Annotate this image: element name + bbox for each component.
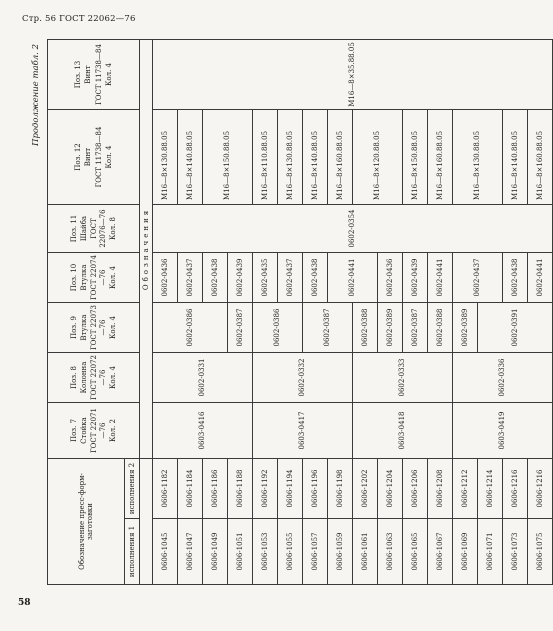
cell-isp2: 0606-1182 (153, 459, 178, 519)
cell-screw-12: M16—8×160.88.05 (528, 110, 553, 205)
cell-bush-10: 0602-0435 (253, 253, 278, 303)
cell-screw-12: M16—8×150.88.05 (203, 110, 253, 205)
page-number: 58 (18, 598, 31, 608)
cell-washer: 0602-0354 (153, 205, 553, 253)
cell-isp2: 0606-1184 (178, 459, 203, 519)
continuation-title: Продолжение табл. 2 (31, 44, 41, 146)
cell-screw-12: M16—8×130.88.05 (153, 110, 178, 205)
cell-isp1: 0606-1063 (378, 519, 403, 585)
band-designations: Обозначения (140, 40, 153, 459)
cell-bush-9: 0602-0386 (153, 303, 228, 353)
header-isp1: исполнения 1 (125, 519, 140, 585)
cell-isp2: 0606-1196 (303, 459, 328, 519)
cell-column: 0602-0331 (153, 353, 253, 403)
cell-bush-10: 0602-0438 (203, 253, 228, 303)
cell-isp2: 0606-1194 (278, 459, 303, 519)
cell-bush-10: 0602-0438 (303, 253, 328, 303)
cell-isp1: 0606-1065 (403, 519, 428, 585)
cell-isp1: 0606-1051 (228, 519, 253, 585)
table-row (253, 40, 278, 585)
cell-isp1: 0606-1053 (253, 519, 278, 585)
header-col11: Поз. 11 Шайба ГОСТ 22076—76 Кол. 8 (48, 205, 140, 253)
cell-isp2: 0606-1214 (478, 459, 503, 519)
cell-bush-10: 0602-0441 (428, 253, 453, 303)
cell-bush-9: 0602-0387 (228, 303, 253, 353)
cell-isp2: 0606-1186 (203, 459, 228, 519)
header-col9: Поз. 9 Втулка ГОСТ 22073—76 Кол. 4 (48, 303, 140, 353)
cell-bush-10: 0602-0436 (378, 253, 403, 303)
cell-isp1: 0606-1045 (153, 519, 178, 585)
cell-isp1: 0606-1067 (428, 519, 453, 585)
cell-isp2: 0606-1204 (378, 459, 403, 519)
header-col13: Поз. 13 Винт ГОСТ 11738—84 Кол. 4 (48, 40, 140, 110)
cell-stand: 0603-0418 (353, 403, 453, 459)
cell-bush-9: 0602-0389 (378, 303, 403, 353)
cell-bush-9: 0602-0387 (303, 303, 353, 353)
cell-screw-12: M16—8×150.88.05 (403, 110, 428, 205)
cell-isp1: 0606-1061 (353, 519, 378, 585)
cell-isp1: 0606-1059 (328, 519, 353, 585)
cell-isp2: 0606-1216 (528, 459, 553, 519)
cell-column: 0602-0332 (253, 353, 353, 403)
cell-bush-10: 0602-0437 (278, 253, 303, 303)
cell-stand: 0603-0417 (253, 403, 353, 459)
cell-isp1: 0606-1049 (203, 519, 228, 585)
cell-bush-9: 0602-0387 (403, 303, 428, 353)
table-row (453, 40, 478, 585)
cell-isp2: 0606-1188 (228, 459, 253, 519)
cell-screw-12: M16—8×130.88.05 (278, 110, 303, 205)
cell-isp1: 0606-1069 (453, 519, 478, 585)
cell-bush-10: 0602-0437 (453, 253, 503, 303)
cell-screw-13: M16—8×35.88.05 (153, 40, 553, 110)
cell-isp1: 0606-1073 (503, 519, 528, 585)
header-col10: Поз. 10 Втулка ГОСТ 22074—76 Кол. 4 (48, 253, 140, 303)
page-header: Стр. 56 ГОСТ 22062—76 (22, 14, 136, 24)
cell-bush-10: 0602-0439 (228, 253, 253, 303)
cell-bush-10: 0602-0441 (328, 253, 378, 303)
table-row (403, 40, 428, 585)
cell-bush-9: 0602-0388 (428, 303, 453, 353)
cell-isp1: 0606-1071 (478, 519, 503, 585)
cell-column: 0602-0336 (453, 353, 553, 403)
cell-bush-9: 0602-0386 (253, 303, 303, 353)
cell-stand: 0603-0419 (453, 403, 553, 459)
cell-isp2: 0606-1216 (503, 459, 528, 519)
cell-isp1: 0606-1075 (528, 519, 553, 585)
header-col7: Поз. 7 Стойка ГОСТ 22071—76 Кол. 2 (48, 403, 140, 459)
cell-bush-9: 0602-0388 (353, 303, 378, 353)
cell-bush-10: 0602-0441 (528, 253, 553, 303)
cell-bush-10: 0602-0436 (153, 253, 178, 303)
table-row (303, 40, 328, 585)
cell-bush-9: 0602-0391 (478, 303, 553, 353)
cell-screw-12: M16—8×160.88.05 (328, 110, 353, 205)
cell-stand: 0603-0416 (153, 403, 253, 459)
table-row (353, 40, 378, 585)
cell-bush-9: 0602-0389 (453, 303, 478, 353)
cell-isp1: 0606-1047 (178, 519, 203, 585)
table-row (153, 40, 178, 585)
cell-isp2: 0606-1212 (453, 459, 478, 519)
header-col12: Поз. 12 Винт ГОСТ 11738—84 Кол. 4 (48, 110, 140, 205)
cell-isp2: 0606-1206 (403, 459, 428, 519)
cell-screw-12: M16—8×130.88.05 (453, 110, 503, 205)
header-isp2: исполнения 2 (125, 459, 140, 519)
cell-screw-12: M16—8×140.88.05 (303, 110, 328, 205)
cell-screw-12: M16—8×140.88.05 (178, 110, 203, 205)
cell-screw-12: M16—8×110.88.05 (253, 110, 278, 205)
band-left (140, 459, 153, 585)
cell-screw-12: M16—8×160.88.05 (428, 110, 453, 205)
cell-isp1: 0606-1057 (303, 519, 328, 585)
cell-isp2: 0606-1208 (428, 459, 453, 519)
cell-bush-10: 0602-0439 (403, 253, 428, 303)
cell-bush-10: 0602-0438 (503, 253, 528, 303)
table-area (27, 40, 544, 585)
cell-isp2: 0606-1202 (353, 459, 378, 519)
rotated-table-sheet (27, 40, 544, 585)
header-designation: Обозначение пресс-форм-заготовки (48, 459, 125, 585)
cell-bush-10: 0602-0437 (178, 253, 203, 303)
cell-screw-12: M16—8×140.88.05 (503, 110, 528, 205)
table-row (428, 40, 453, 585)
cell-isp1: 0606-1055 (278, 519, 303, 585)
header-col8: Поз. 8 Колонна ГОСТ 22072—76 Кол. 4 (48, 353, 140, 403)
cell-screw-12: M16—8×120.88.05 (353, 110, 403, 205)
cell-isp2: 0606-1192 (253, 459, 278, 519)
cell-isp2: 0606-1198 (328, 459, 353, 519)
cell-column: 0602-0333 (353, 353, 453, 403)
components-table (47, 39, 553, 585)
